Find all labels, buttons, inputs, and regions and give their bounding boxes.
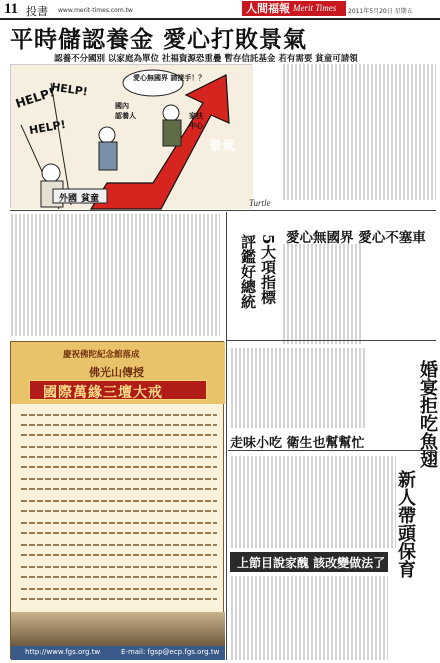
cartoon-help-3: HELP!	[50, 80, 89, 99]
cartoon-help-2: HELP!	[28, 117, 67, 138]
ad-website-link[interactable]: http://www.fgs.org.tw	[25, 648, 101, 656]
cartoon-label-poor: 貧童	[81, 194, 100, 204]
article-body-left-mid	[10, 214, 220, 336]
ad-text-line	[21, 446, 217, 448]
article-body-street-food	[230, 456, 396, 548]
section-rule-1	[226, 340, 436, 341]
cartoon-label-foreign: 外國	[59, 194, 78, 204]
vertical-head-indicators: 5大項指標	[259, 234, 277, 305]
vertical-head-shark-b: 新人帶頭保育	[395, 470, 416, 578]
ad-text-line	[21, 544, 217, 546]
section-rule-top	[10, 210, 436, 211]
ad-text-line	[21, 478, 217, 480]
ad-text-line	[21, 500, 217, 502]
article-body-festival	[230, 576, 388, 660]
advertisement[interactable]	[10, 341, 224, 659]
website-text[interactable]: www.merit-times.com.tw	[58, 7, 133, 14]
masthead-logo-en: Merit Times	[293, 3, 337, 13]
ad-text-line	[21, 598, 217, 600]
cartoon-label-economy: 景氣	[209, 139, 236, 154]
cartoon-help-1: HELP!	[13, 85, 57, 111]
editorial-cartoon	[10, 64, 252, 208]
ad-email-link[interactable]: E-mail: fgsp@ecp.fgs.org.tw	[121, 648, 220, 656]
ad-top-line: 慶祝佛陀紀念館落成	[63, 350, 140, 360]
vertical-head-review: 評鑑好總統	[239, 234, 257, 309]
ad-title: 國際萬緣三壇大戒	[43, 385, 163, 401]
article-body-shark	[230, 348, 366, 428]
section-label: 投書	[26, 5, 48, 18]
page-header	[0, 0, 440, 20]
vertical-head-shark-a: 婚宴拒吃魚翅	[417, 360, 438, 468]
article-body-love	[282, 244, 362, 344]
ad-text-line	[21, 424, 217, 426]
cartoon-bubble: 愛心無國界 請接手！？	[133, 74, 206, 82]
ad-text-line	[21, 434, 217, 436]
cartoon-signature: Turtle	[249, 198, 271, 208]
ad-text-line	[21, 456, 217, 458]
ad-text-line	[21, 488, 217, 490]
ad-text-line	[21, 576, 217, 578]
article-body-right-top	[282, 64, 436, 200]
ad-text-line	[21, 588, 217, 590]
main-headline: 平時儲認養金 愛心打敗景氣	[10, 26, 308, 53]
ad-text-line	[21, 466, 217, 468]
cartoon-label-domestic: 國內 認養人	[115, 102, 136, 120]
main-subhead: 認養不分國別 以家庭為單位 社福資源恐重疊 暫存信託基金 若有需要 貧童可請領	[54, 54, 358, 64]
ad-text-line	[21, 554, 217, 556]
page-number: 11	[4, 1, 19, 17]
subhead-love-no-borders: 愛心無國界 愛心不塞車	[286, 230, 426, 246]
column-rule-1	[226, 212, 227, 660]
ad-text-line	[21, 532, 217, 534]
ad-text-line	[21, 510, 217, 512]
ad-mid-line: 佛光山傳授	[89, 366, 144, 379]
ad-photo-crowd	[11, 612, 225, 646]
masthead-logo: 人間福報	[242, 1, 346, 16]
subhead-festival: 上節目說家醜 該改變做法了	[237, 556, 386, 570]
cartoon-label-fund: 家扶 中心	[189, 112, 203, 130]
subhead-street-food: 走味小吃 衛生也幫幫忙	[230, 436, 365, 451]
ad-text-line	[21, 566, 217, 568]
ad-text-line	[21, 522, 217, 524]
ad-text-line	[21, 414, 217, 416]
issue-date: 2011年5月20日 星期五	[348, 8, 413, 15]
